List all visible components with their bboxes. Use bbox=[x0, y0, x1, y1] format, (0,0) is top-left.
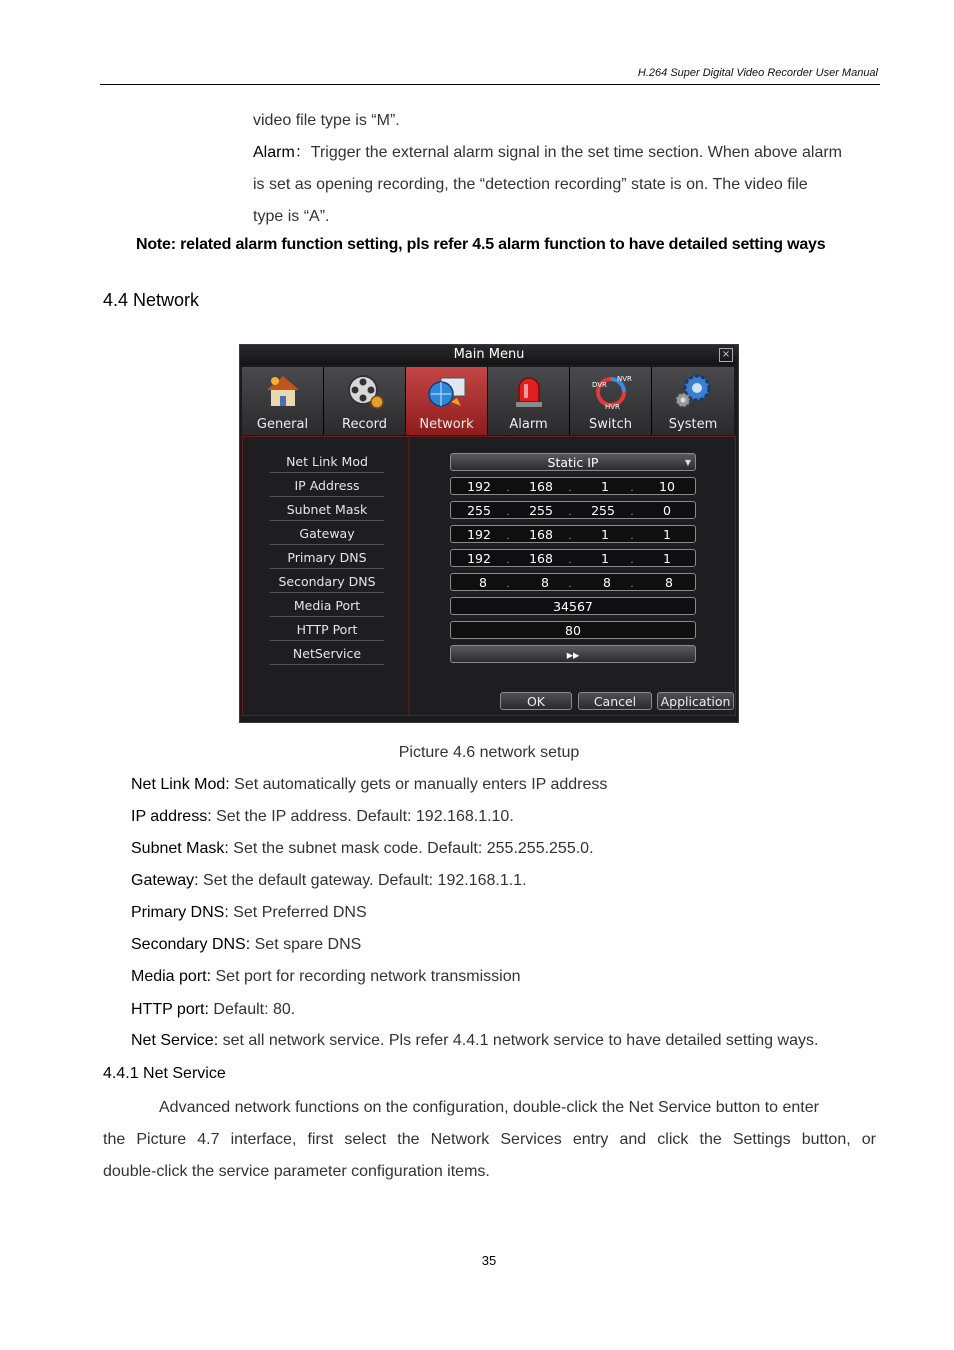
tab-record[interactable] bbox=[324, 367, 406, 435]
netservice-button[interactable] bbox=[450, 645, 696, 663]
desc-text: Set port for recording network transmission bbox=[211, 968, 521, 985]
desc-text: Set the IP address. Default: 192.168.1.10. bbox=[211, 808, 514, 825]
siren-icon bbox=[509, 372, 549, 410]
application-button[interactable]: Application bbox=[657, 692, 734, 710]
label-primary-dns: Primary DNS bbox=[270, 548, 384, 569]
tab-network[interactable] bbox=[406, 367, 488, 435]
desc-primary-dns bbox=[131, 904, 367, 922]
tab-label: Alarm bbox=[509, 417, 548, 432]
octet-dot: . bbox=[630, 579, 634, 590]
octet: 168 bbox=[529, 551, 553, 566]
net-link-mode-value: Static IP bbox=[547, 455, 599, 470]
octet-dot: . bbox=[568, 555, 572, 566]
octet: 255 bbox=[467, 503, 491, 518]
octet-dot: . bbox=[506, 507, 510, 518]
desc-ip-address bbox=[131, 808, 514, 826]
dvr-badge: DVR bbox=[592, 381, 607, 389]
nvr-badge: NVR bbox=[617, 375, 632, 383]
tab-label: Network bbox=[419, 417, 474, 432]
network-settings-panel bbox=[242, 436, 736, 716]
ip-address-input[interactable] bbox=[450, 477, 696, 495]
double-arrow-icon: ▸▸ bbox=[566, 647, 580, 662]
tab-alarm[interactable] bbox=[488, 367, 570, 435]
gateway-input[interactable] bbox=[450, 525, 696, 543]
desc-label: Primary DNS: bbox=[131, 904, 229, 921]
octet-dot: . bbox=[506, 555, 510, 566]
running-header: H.264 Super Digital Video Recorder User Manual bbox=[637, 67, 878, 79]
intro-line-1: video file type is “M”. bbox=[253, 112, 400, 129]
octet: 10 bbox=[659, 479, 675, 494]
alarm-text-3: type is “A”. bbox=[253, 208, 330, 225]
octet-dot: . bbox=[568, 531, 572, 542]
tab-system[interactable] bbox=[652, 367, 734, 435]
tab-label: System bbox=[668, 417, 718, 432]
octet-dot: . bbox=[630, 483, 634, 494]
desc-label: Net Link Mod: bbox=[131, 776, 230, 793]
desc-secondary-dns bbox=[131, 936, 361, 954]
octet: 1 bbox=[663, 551, 671, 566]
globe-monitor-icon bbox=[427, 372, 467, 410]
label-gateway: Gateway bbox=[270, 524, 384, 545]
octet: 0 bbox=[663, 503, 671, 518]
ok-button[interactable]: OK bbox=[500, 692, 572, 710]
octet: 8 bbox=[603, 575, 611, 590]
tab-general[interactable] bbox=[242, 367, 324, 435]
octet-dot: . bbox=[506, 483, 510, 494]
house-icon bbox=[263, 372, 303, 410]
octet: 192 bbox=[467, 479, 491, 494]
close-icon[interactable]: × bbox=[719, 348, 733, 362]
subsection-title: 4.4.1 Net Service bbox=[103, 1065, 226, 1082]
octet: 1 bbox=[663, 527, 671, 542]
alarm-paragraph bbox=[253, 137, 876, 169]
desc-gateway bbox=[131, 872, 527, 890]
page-number: 35 bbox=[481, 1253, 497, 1268]
http-port-input[interactable]: 80 bbox=[450, 621, 696, 639]
tab-switch[interactable] bbox=[570, 367, 652, 435]
label-netservice: NetService bbox=[270, 644, 384, 665]
octet-dot: . bbox=[568, 579, 572, 590]
panel-divider bbox=[408, 437, 410, 715]
alarm-text-1: Trigger the external alarm signal in the set time section. When above alarm bbox=[310, 144, 843, 161]
desc-text: Set spare DNS bbox=[250, 936, 362, 953]
octet: 1 bbox=[601, 479, 609, 494]
media-port-input[interactable]: 34567 bbox=[450, 597, 696, 615]
body-line-3: double-click the service parameter configuration items. bbox=[103, 1163, 490, 1180]
desc-net-link-mod bbox=[131, 776, 607, 794]
octet-dot: . bbox=[568, 507, 572, 518]
desc-label: Secondary DNS: bbox=[131, 936, 251, 953]
octet: 168 bbox=[529, 479, 553, 494]
desc-label: Net Service: bbox=[131, 1032, 219, 1049]
dvr-nvr-hvr-icon bbox=[584, 372, 638, 410]
secondary-dns-input[interactable] bbox=[450, 573, 696, 591]
body-line-2: the Picture 4.7 interface, first select the Network Services entry and click the Settings button, or bbox=[103, 1131, 876, 1148]
dvr-main-menu-dialog bbox=[239, 344, 739, 723]
tab-label: Record bbox=[342, 417, 387, 432]
desc-text: Set the default gateway. Default: 192.168.1.1. bbox=[198, 872, 527, 889]
film-reel-icon bbox=[345, 372, 385, 410]
desc-text: Set automatically gets or manually enters IP address bbox=[229, 776, 608, 793]
label-net-link-mod: Net Link Mod bbox=[270, 452, 384, 473]
subnet-mask-input[interactable] bbox=[450, 501, 696, 519]
chevron-down-icon: ▼ bbox=[684, 458, 691, 467]
dialog-title: Main Menu bbox=[240, 345, 738, 365]
note-text: Note: related alarm function setting, pls refer 4.5 alarm function to have detailed setting ways bbox=[136, 236, 826, 253]
label-media-port: Media Port bbox=[270, 596, 384, 617]
label-http-port: HTTP Port bbox=[270, 620, 384, 641]
octet: 255 bbox=[529, 503, 553, 518]
desc-text: Default: 80. bbox=[208, 1001, 296, 1018]
octet: 168 bbox=[529, 527, 553, 542]
label-secondary-dns: Secondary DNS bbox=[270, 572, 384, 593]
octet: 8 bbox=[541, 575, 549, 590]
gears-icon bbox=[673, 372, 713, 410]
octet-dot: . bbox=[568, 483, 572, 494]
octet-dot: . bbox=[506, 531, 510, 542]
body-line-1: Advanced network functions on the configuration, double-click the Net Service button to enter bbox=[159, 1099, 819, 1116]
desc-label: IP address: bbox=[131, 808, 212, 825]
octet: 8 bbox=[665, 575, 673, 590]
desc-label: Subnet Mask: bbox=[131, 840, 229, 857]
desc-text: set all network service. Pls refer 4.4.1 network service to have detailed setting ways. bbox=[218, 1032, 819, 1049]
desc-text: Set Preferred DNS bbox=[228, 904, 367, 921]
alarm-text-2: is set as opening recording, the “detection recording” state is on. The video file bbox=[253, 176, 808, 193]
label-ip-address: IP Address bbox=[270, 476, 384, 497]
figure-caption: Picture 4.6 network setup bbox=[398, 744, 580, 761]
cancel-button[interactable]: Cancel bbox=[578, 692, 652, 710]
section-title: 4.4 Network bbox=[103, 290, 200, 310]
octet: 1 bbox=[601, 551, 609, 566]
net-link-mode-select[interactable] bbox=[450, 453, 696, 471]
tab-label: Switch bbox=[589, 417, 632, 432]
octet-dot: . bbox=[630, 531, 634, 542]
hvr-badge: HVR bbox=[605, 403, 620, 410]
octet: 255 bbox=[591, 503, 615, 518]
desc-label: Media port: bbox=[131, 968, 212, 985]
octet-dot: . bbox=[506, 579, 510, 590]
desc-http-port bbox=[131, 1001, 295, 1019]
octet-dot: . bbox=[630, 507, 634, 518]
octet: 8 bbox=[479, 575, 487, 590]
alarm-label: Alarm： bbox=[253, 144, 311, 161]
desc-media-port bbox=[131, 968, 521, 986]
desc-label: Gateway: bbox=[131, 872, 199, 889]
desc-net-service bbox=[131, 1032, 818, 1050]
label-subnet-mask: Subnet Mask bbox=[270, 500, 384, 521]
octet: 1 bbox=[601, 527, 609, 542]
octet: 192 bbox=[467, 527, 491, 542]
octet-dot: . bbox=[630, 555, 634, 566]
desc-text: Set the subnet mask code. Default: 255.255.255.0. bbox=[228, 840, 594, 857]
tab-label: General bbox=[256, 417, 309, 432]
menu-tabs bbox=[242, 367, 736, 435]
header-rule bbox=[100, 84, 880, 85]
octet: 192 bbox=[467, 551, 491, 566]
primary-dns-input[interactable] bbox=[450, 549, 696, 567]
desc-label: HTTP port: bbox=[131, 1001, 209, 1018]
desc-subnet-mask bbox=[131, 840, 594, 858]
